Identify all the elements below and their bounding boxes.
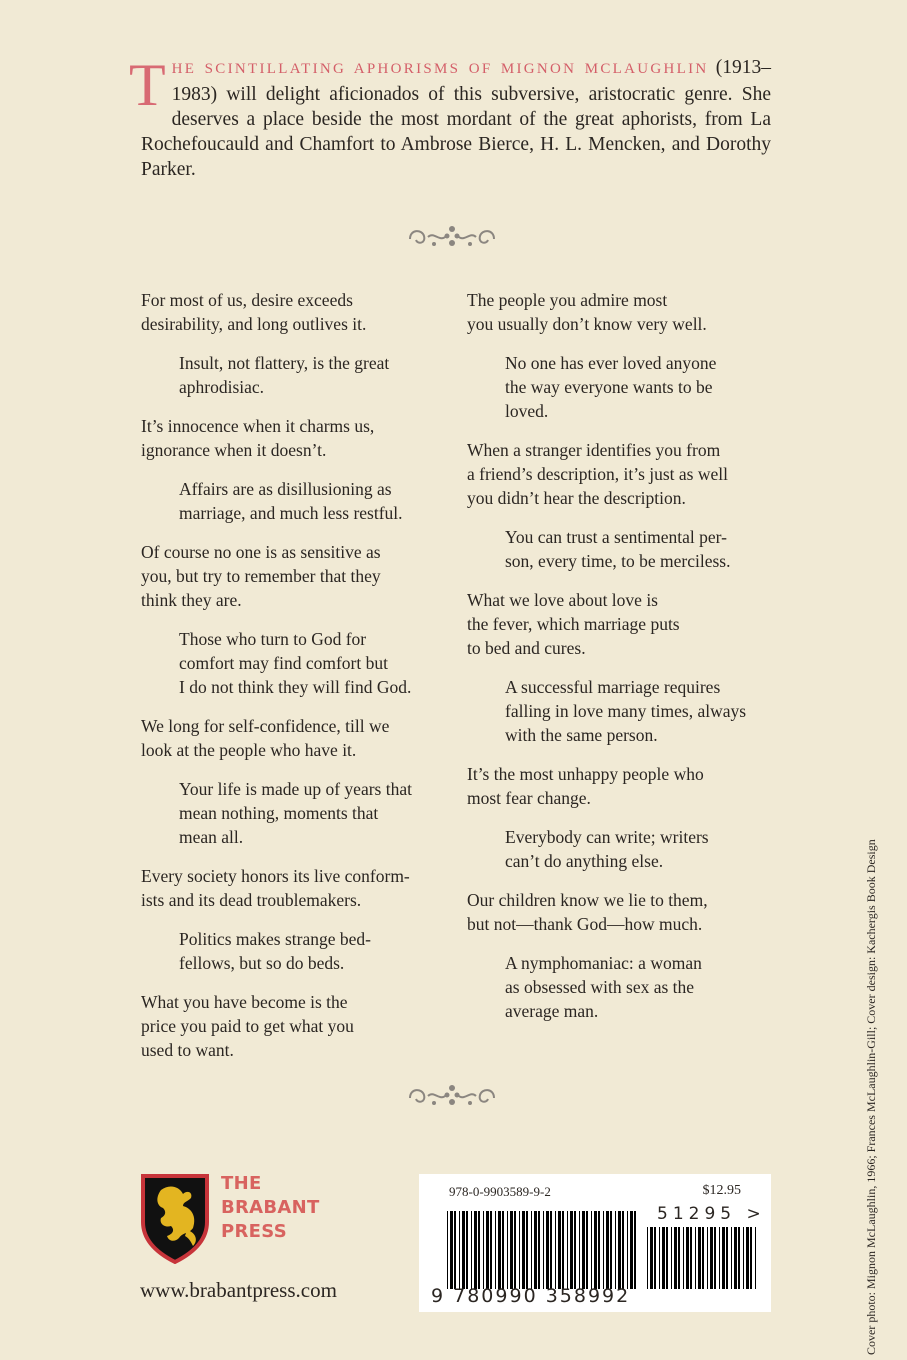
quote: Your life is made up of years that mean nothing, moments that mean all. <box>179 779 412 847</box>
quote: What you have become is the price you paid to get what you used to want. <box>141 992 354 1060</box>
quote: We long for self-confidence, till we look at the people who have it. <box>141 716 390 760</box>
price-code: 51295 > <box>657 1204 766 1224</box>
intro-text: (1913–1983) will delight aficionados of this subversive, aristocratic genre. She deserves a place beside the most mordant of the great aphorists, from La Rochefoucauld and Chamfort to Ambrose Bierce, H. L. Mencken, and Dorothy Parker. <box>141 57 771 180</box>
publisher-line: PRESS <box>221 1221 287 1242</box>
addon-barcode-bars-icon <box>647 1227 757 1289</box>
quote: Of course no one is as sensitive as you, but try to remember that they think they are. <box>141 542 381 610</box>
quote: When a stranger identifies you from a friend’s description, it’s just as well you didn’t hear the description. <box>467 440 728 508</box>
ornament-bottom-icon <box>404 1080 500 1110</box>
publisher-line: THE <box>221 1173 262 1194</box>
quote: You can trust a sentimental per- son, every time, to be merciless. <box>505 527 731 571</box>
quote: Every society honors its live conform- ists and its dead troublemakers. <box>141 866 410 910</box>
quote: A successful marriage requires falling in love many times, always with the same person. <box>505 677 747 745</box>
quote: The people you admire most you usually don’t know very well. <box>467 290 707 334</box>
publisher-name <box>221 1172 320 1244</box>
barcode-bars-icon <box>447 1211 637 1289</box>
quote: Those who turn to God for comfort may find comfort but I do not think they will find God. <box>179 629 412 697</box>
quote: Our children know we lie to them, but not—thank God—how much. <box>467 890 708 934</box>
drop-cap: T <box>129 52 166 118</box>
quote: A nymphomaniac: a woman as obsessed with sex as the average man. <box>505 953 702 1021</box>
quote: It’s the most unhappy people who most fear change. <box>467 764 704 808</box>
intro-small-caps: HE SCINTILLATING APHORISMS OF MIGNON MCLAUGHLIN <box>171 61 709 77</box>
quote: Affairs are as disillusioning as marriage, and much less restful. <box>179 479 403 523</box>
quote: No one has ever loved anyone the way everyone wants to be loved. <box>505 353 717 421</box>
quotes-left-column <box>141 288 451 1077</box>
quote: Insult, not flattery, is the great aphrodisiac. <box>179 353 390 397</box>
isbn-barcode <box>419 1174 771 1312</box>
isbn-number: 978-0-9903589-9-2 <box>449 1184 551 1199</box>
quote: What we love about love is the fever, which marriage puts to bed and cures. <box>467 590 680 658</box>
quotes-right-column <box>467 288 777 1038</box>
barcode-digits: 9 780990 358992 <box>431 1285 631 1307</box>
intro-paragraph <box>129 52 771 182</box>
lion-shield-logo-icon <box>139 1172 211 1264</box>
publisher-line: BRABANT <box>221 1197 320 1218</box>
price: $12.95 <box>702 1183 741 1198</box>
quote: For most of us, desire exceeds desirability, and long outlives it. <box>141 290 367 334</box>
ornament-top-icon <box>404 221 500 251</box>
quote: Everybody can write; writers can’t do anything else. <box>505 827 709 871</box>
cover-credit: Cover photo: Mignon McLaughlin, 1966; Frances McLaughlin-Gill; Cover design: Kachergis Book Design <box>864 839 878 1355</box>
quote: It’s innocence when it charms us, ignorance when it doesn’t. <box>141 416 375 460</box>
publisher-url[interactable]: www.brabantpress.com <box>140 1278 337 1302</box>
quote: Politics makes strange bed- fellows, but so do beds. <box>179 929 371 973</box>
